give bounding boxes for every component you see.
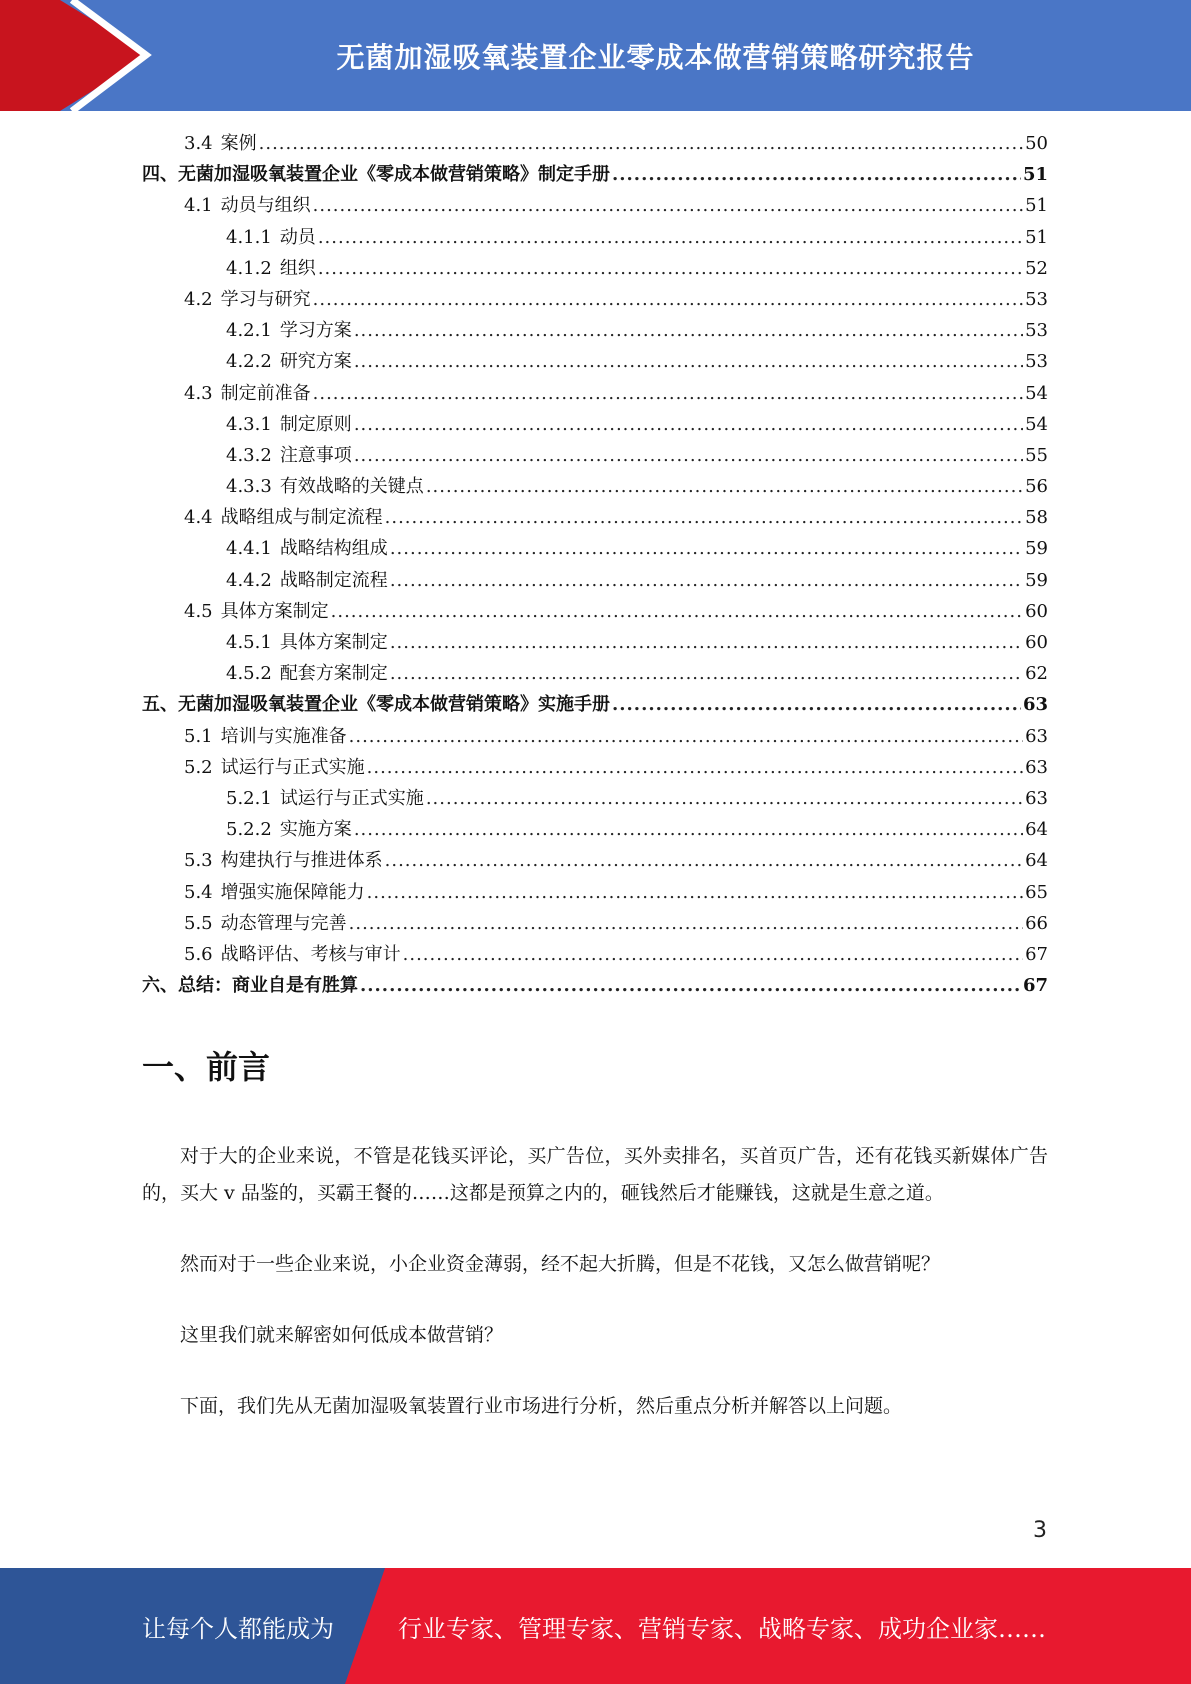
toc-entry-page: 52	[1025, 257, 1048, 279]
toc-entry-number: 4.2	[184, 288, 213, 310]
toc-dot-leader	[318, 222, 1023, 253]
toc-entry-number: 4.5.1	[226, 632, 272, 653]
toc-entry-title: 试运行与正式实施	[220, 756, 365, 778]
toc-entry-number: 4.3.2	[226, 444, 272, 466]
toc-dot-leader	[367, 877, 1023, 908]
toc-dot-leader	[354, 440, 1023, 471]
toc-entry[interactable]	[142, 378, 1048, 409]
toc-entry-page: 53	[1025, 351, 1048, 373]
toc-entry-page: 62	[1025, 663, 1048, 685]
toc-entry-title: 有效战略的关键点	[279, 476, 424, 498]
toc-entry-number: 4.1.2	[226, 257, 272, 279]
toc-entry-number: 4.3	[184, 382, 213, 404]
toc-entry[interactable]	[142, 970, 1048, 1001]
toc-dot-leader	[385, 845, 1023, 876]
footer-slogan-right: 行业专家、管理专家、营销专家、战略专家、成功企业家……	[398, 1614, 1046, 1643]
toc-entry-number: 4.2.1	[226, 320, 272, 342]
toc-entry-title: 学习方案	[279, 320, 352, 342]
toc-entry-page: 60	[1025, 600, 1048, 622]
section-heading: 一、前言	[142, 1048, 271, 1086]
toc-entry[interactable]	[142, 346, 1048, 377]
toc-entry-title: 战略组成与制定流程	[220, 507, 383, 529]
toc-entry-title: 战略结构组成	[279, 538, 388, 560]
toc-dot-leader	[259, 128, 1023, 159]
toc-entry[interactable]	[142, 128, 1048, 159]
toc-entry-title: 实施方案	[279, 819, 352, 841]
toc-entry-number: 5.2	[184, 756, 213, 778]
toc-entry-page: 54	[1025, 413, 1048, 435]
toc-entry-number: 5.3	[184, 850, 213, 872]
toc-entry-number: 4.2.2	[226, 351, 272, 373]
toc-entry-title: 试运行与正式实施	[279, 787, 424, 809]
toc-dot-leader	[390, 565, 1023, 596]
toc-entry[interactable]	[142, 783, 1048, 814]
toc-entry-title: 具体方案制定	[279, 632, 388, 653]
toc-dot-leader	[367, 752, 1023, 783]
toc-entry-page: 63	[1025, 787, 1048, 809]
toc-entry-title: 学习与研究	[220, 288, 311, 310]
toc-dot-leader	[354, 346, 1023, 377]
toc-entry-number: 4.4.1	[226, 538, 272, 560]
page-header	[0, 0, 1191, 111]
toc-dot-leader	[354, 315, 1023, 346]
page-footer	[0, 1568, 1191, 1684]
toc-entry[interactable]	[142, 284, 1048, 315]
toc-dot-leader	[318, 253, 1023, 284]
toc-entry-title: 增强实施保障能力	[220, 881, 365, 903]
toc-entry-number: 4.4	[184, 507, 213, 529]
toc-entry-number: 4.1	[184, 195, 213, 217]
toc-entry[interactable]	[142, 658, 1048, 689]
toc-entry[interactable]	[142, 315, 1048, 346]
toc-entry-number: 5.2.2	[226, 819, 272, 841]
toc-entry-number: 5.5	[184, 912, 213, 934]
toc-entry[interactable]	[142, 502, 1048, 533]
toc-dot-leader	[426, 783, 1023, 814]
toc-entry-page: 65	[1025, 881, 1048, 903]
paragraph: 这里我们就来解密如何低成本做营销？	[180, 1324, 504, 1346]
toc-entry-title: 构建执行与推进体系	[220, 850, 383, 872]
toc-entry-title: 案例	[220, 133, 257, 154]
toc-entry-title: 培训与实施准备	[220, 725, 347, 747]
toc-entry[interactable]	[142, 565, 1048, 596]
toc-entry-page: 58	[1025, 507, 1048, 529]
toc-entry-title: 四、无菌加湿吸氧装置企业《零成本做营销策略》制定手册	[142, 164, 610, 186]
toc-entry[interactable]	[142, 627, 1048, 658]
toc-dot-leader	[390, 658, 1023, 689]
toc-entry-page: 50	[1025, 133, 1048, 154]
toc-entry-title: 制定原则	[279, 413, 352, 435]
toc-entry-page: 63	[1025, 756, 1048, 778]
toc-entry[interactable]	[142, 253, 1048, 284]
toc-dot-leader	[313, 378, 1023, 409]
toc-entry-title: 制定前准备	[220, 382, 311, 404]
toc-dot-leader	[385, 502, 1023, 533]
toc-entry-number: 4.4.2	[226, 569, 272, 591]
paragraph: 对于大的企业来说，不管是花钱买评论，买广告位，买外卖排名，买首页广告，还有花钱买新媒体广告的，买大 v 品鉴的，买霸王餐的……这都是预算之内的，砸钱然后才能赚钱，这就是生意之道。	[142, 1145, 1048, 1204]
toc-entry-page: 51	[1022, 164, 1048, 186]
toc-entry[interactable]	[142, 440, 1048, 471]
toc-entry-page: 51	[1025, 226, 1048, 248]
toc-entry-page: 51	[1025, 195, 1048, 217]
page-number: 3	[1033, 1518, 1047, 1543]
toc-entry-number: 4.5.2	[226, 663, 272, 685]
toc-entry-page: 56	[1025, 476, 1048, 498]
toc-entry[interactable]	[142, 596, 1048, 627]
toc-entry[interactable]	[142, 721, 1048, 752]
toc-entry-number: 4.3.3	[226, 476, 272, 498]
toc-entry-title: 动员	[279, 226, 316, 248]
toc-entry-page: 59	[1025, 569, 1048, 591]
toc-dot-leader	[331, 596, 1023, 627]
toc-dot-leader	[313, 190, 1023, 221]
toc-entry-page: 67	[1022, 975, 1048, 997]
paragraph: 下面，我们先从无菌加湿吸氧装置行业市场进行分析，然后重点分析并解答以上问题。	[180, 1395, 903, 1417]
toc-entry[interactable]	[142, 689, 1048, 720]
toc-entry[interactable]	[142, 409, 1048, 440]
toc-entry-number: 5.4	[184, 881, 213, 903]
toc-entry-number: 3.4	[184, 133, 213, 154]
toc-entry-page: 64	[1025, 819, 1048, 841]
toc-entry-number: 5.2.1	[226, 787, 272, 809]
toc-dot-leader	[354, 814, 1023, 845]
toc-entry[interactable]	[142, 222, 1048, 253]
toc-entry-title: 研究方案	[279, 351, 352, 373]
toc-entry[interactable]	[142, 845, 1048, 876]
footer-slogan-left: 让每个人都能成为	[142, 1614, 334, 1643]
toc-entry-title: 战略评估、考核与审计	[220, 943, 401, 965]
toc-entry[interactable]	[142, 939, 1048, 970]
toc-entry-page: 67	[1025, 943, 1048, 965]
toc-entry-page: 64	[1025, 850, 1048, 872]
toc-entry-page: 59	[1025, 538, 1048, 560]
toc-entry-page: 63	[1025, 725, 1048, 747]
toc-dot-leader	[349, 721, 1023, 752]
toc-dot-leader	[403, 939, 1023, 970]
toc-entry-page: 60	[1025, 632, 1048, 653]
toc-entry[interactable]	[142, 908, 1048, 939]
toc-entry-number: 4.1.1	[226, 226, 272, 248]
toc-dot-leader	[360, 970, 1021, 1001]
toc-entry-page: 66	[1025, 912, 1048, 934]
toc-entry[interactable]	[142, 752, 1048, 783]
toc-entry-title: 动态管理与完善	[220, 912, 347, 934]
toc-entry-title: 配套方案制定	[279, 663, 388, 685]
toc-entry-page: 54	[1025, 382, 1048, 404]
toc-entry-page: 63	[1022, 694, 1048, 716]
toc-entry[interactable]	[142, 814, 1048, 845]
toc-entry-title: 五、无菌加湿吸氧装置企业《零成本做营销策略》实施手册	[142, 694, 610, 716]
toc-entry-title: 六、总结：商业自是有胜算	[142, 975, 358, 997]
toc-entry-title: 组织	[279, 257, 316, 279]
toc-dot-leader	[349, 908, 1023, 939]
toc-dot-leader	[612, 689, 1021, 720]
header-title: 无菌加湿吸氧装置企业零成本做营销策略研究报告	[336, 40, 975, 74]
toc-entry[interactable]	[142, 471, 1048, 502]
toc-entry-number: 4.5	[184, 600, 213, 622]
toc-entry-number: 5.6	[184, 943, 213, 965]
toc-dot-leader	[313, 284, 1023, 315]
toc-entry-title: 具体方案制定	[220, 600, 329, 622]
header-red-chevron	[0, 0, 150, 111]
toc-dot-leader	[390, 533, 1023, 564]
toc-entry-page: 53	[1025, 288, 1048, 310]
section-body	[142, 1138, 1048, 1459]
toc-entry[interactable]	[142, 159, 1048, 190]
toc-entry-title: 注意事项	[279, 444, 352, 466]
toc-entry-title: 战略制定流程	[279, 569, 388, 591]
toc-entry[interactable]	[142, 533, 1048, 564]
toc-entry[interactable]	[142, 877, 1048, 908]
toc-entry[interactable]	[142, 190, 1048, 221]
toc-entry-page: 55	[1025, 444, 1048, 466]
toc-entry-title: 动员与组织	[220, 195, 311, 217]
toc-dot-leader	[354, 409, 1023, 440]
toc-entry-number: 5.1	[184, 725, 213, 747]
toc-dot-leader	[390, 627, 1023, 658]
table-of-contents	[142, 128, 1048, 1001]
toc-entry-number: 4.3.1	[226, 413, 272, 435]
toc-entry-page: 53	[1025, 320, 1048, 342]
toc-dot-leader	[426, 471, 1023, 502]
paragraph: 然而对于一些企业来说，小企业资金薄弱，经不起大折腾，但是不花钱，又怎么做营销呢？	[180, 1253, 941, 1275]
toc-dot-leader	[612, 159, 1021, 190]
